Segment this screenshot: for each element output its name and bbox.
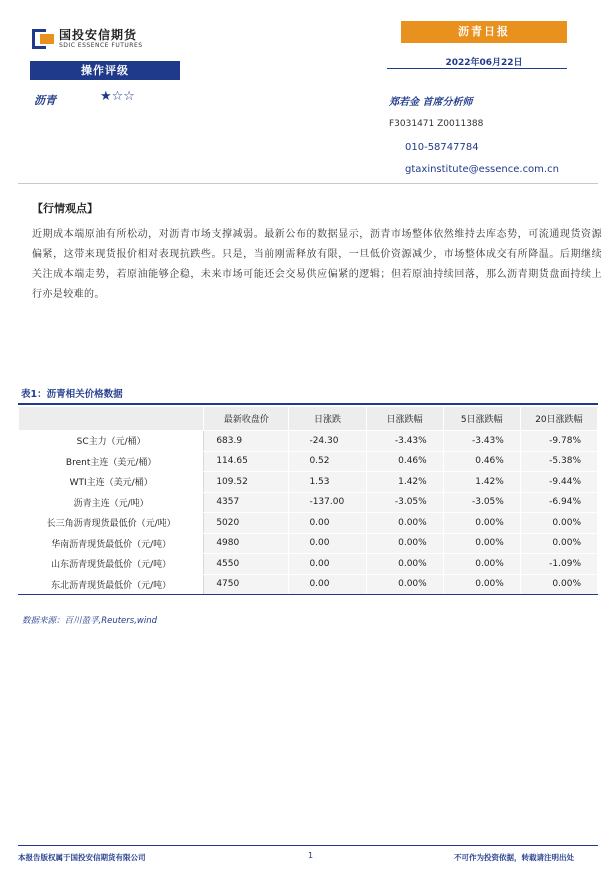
cell-20day-pct: -1.09% <box>520 554 597 575</box>
view-body-text: 近期成本端原油有所松动，对沥青市场支撑减弱。最新公布的数据显示，沥青市场整体依然维持去库态势，可流通现货资源偏紧，这带来现货报价相对表现抗跌些。只是，当前刚需释放有限，一旦低价资源减少，市场整体成交有所降温。后期继续关注成本端走势，若原油能够企稳，未来市场可能还会交易供应偏紧的逻辑；但若原油持续回落，那么沥青期货盘面持续上行亦是较难的。 <box>32 229 602 300</box>
row-label: WTI主连（美元/桶） <box>19 472 204 493</box>
cell-20day-pct: 0.00% <box>520 513 597 534</box>
row-label: SC主力（元/桶） <box>19 431 204 452</box>
cell-close: 114.65 <box>204 451 289 472</box>
cell-daily-change: 0.00 <box>289 513 366 534</box>
header-cell-close: 最新收盘价 <box>204 407 289 431</box>
cell-daily-pct: 0.00% <box>366 554 443 575</box>
table-row <box>19 574 598 595</box>
cell-20day-pct: 0.00% <box>520 533 597 554</box>
cell-daily-change: -137.00 <box>289 492 366 513</box>
analyst-name: 郑若金 首席分析师 <box>389 97 473 108</box>
header-cell-5day-pct: 5日涨跌幅 <box>443 407 520 431</box>
table-row <box>19 492 598 513</box>
cell-20day-pct: 0.00% <box>520 574 597 595</box>
cell-20day-pct: -5.38% <box>520 451 597 472</box>
cell-5day-pct: -3.05% <box>443 492 520 513</box>
analyst-email[interactable]: gtaxinstitute@essence.com.cn <box>405 164 559 175</box>
view-section-title: 【行情观点】 <box>32 202 98 215</box>
header-cell-daily-pct: 日涨跌幅 <box>366 407 443 431</box>
row-label: 华南沥青现货最低价（元/吨） <box>19 533 204 554</box>
cell-5day-pct: 0.46% <box>443 451 520 472</box>
header-cell-item <box>19 407 204 431</box>
cell-daily-change: 0.52 <box>289 451 366 472</box>
cell-close: 109.52 <box>204 472 289 493</box>
cell-20day-pct: -9.44% <box>520 472 597 493</box>
cell-daily-pct: 0.00% <box>366 533 443 554</box>
report-type-banner: 沥青日报 <box>401 21 567 43</box>
row-label: 长三角沥青现货最低价（元/吨） <box>19 513 204 534</box>
table-top-rule <box>18 403 598 405</box>
cell-daily-pct: 0.46% <box>366 451 443 472</box>
table-row <box>19 533 598 554</box>
row-label: 山东沥青现货最低价（元/吨） <box>19 554 204 575</box>
table-row <box>19 431 598 452</box>
cell-5day-pct: 0.00% <box>443 574 520 595</box>
cell-daily-pct: -3.05% <box>366 492 443 513</box>
header-divider <box>18 183 598 184</box>
cell-close: 4357 <box>204 492 289 513</box>
report-date: 2022年06月22日 <box>445 58 523 68</box>
cell-close: 683.9 <box>204 431 289 452</box>
cell-5day-pct: -3.43% <box>443 431 520 452</box>
cell-daily-change: 1.53 <box>289 472 366 493</box>
cell-daily-change: 0.00 <box>289 554 366 575</box>
table-row <box>19 451 598 472</box>
cell-close: 4750 <box>204 574 289 595</box>
cell-close: 5020 <box>204 513 289 534</box>
cell-daily-pct: -3.43% <box>366 431 443 452</box>
footer-copyright: 本报告版权属于国投安信期货有限公司 <box>18 853 146 862</box>
cell-daily-change: 0.00 <box>289 574 366 595</box>
rating-stars: ★☆☆ <box>100 89 135 104</box>
analyst-certificate: F3031471 Z0011388 <box>389 119 484 129</box>
cell-close: 4550 <box>204 554 289 575</box>
price-data-table <box>18 406 598 595</box>
footer-page-number: 1 <box>308 851 314 860</box>
header-cell-20day-pct: 20日涨跌幅 <box>520 407 597 431</box>
table-row <box>19 554 598 575</box>
cell-daily-pct: 0.00% <box>366 574 443 595</box>
logo-mark-icon <box>32 29 54 49</box>
cell-5day-pct: 0.00% <box>443 513 520 534</box>
company-name-cn: 国投安信期货 <box>59 28 138 42</box>
table-title: 表1：沥青相关价格数据 <box>21 389 123 400</box>
data-source-note: 数据来源：百川盈孚,Reuters,wind <box>22 616 158 626</box>
cell-daily-change: 0.00 <box>289 533 366 554</box>
logo-text <box>59 28 143 50</box>
row-label: Brent主连（美元/桶） <box>19 451 204 472</box>
date-divider <box>387 68 567 69</box>
rating-banner: 操作评级 <box>30 61 180 80</box>
header-cell-daily-change: 日涨跌 <box>289 407 366 431</box>
cell-20day-pct: -6.94% <box>520 492 597 513</box>
table-header-row <box>19 407 598 431</box>
cell-daily-pct: 1.42% <box>366 472 443 493</box>
footer-divider <box>18 845 598 846</box>
cell-close: 4980 <box>204 533 289 554</box>
table-row <box>19 472 598 493</box>
row-label: 沥青主连（元/吨） <box>19 492 204 513</box>
cell-20day-pct: -9.78% <box>520 431 597 452</box>
cell-5day-pct: 0.00% <box>443 554 520 575</box>
cell-5day-pct: 0.00% <box>443 533 520 554</box>
company-logo <box>32 28 143 50</box>
cell-daily-pct: 0.00% <box>366 513 443 534</box>
analyst-phone: 010-58747784 <box>405 142 479 153</box>
cell-daily-change: -24.30 <box>289 431 366 452</box>
row-label: 东北沥青现货最低价（元/吨） <box>19 574 204 595</box>
table-row <box>19 513 598 534</box>
footer-disclaimer: 不可作为投资依据，转载请注明出处 <box>454 853 574 862</box>
cell-5day-pct: 1.42% <box>443 472 520 493</box>
company-name-en: SDIC ESSENCE FUTURES <box>59 42 143 49</box>
commodity-name: 沥青 <box>34 94 56 107</box>
